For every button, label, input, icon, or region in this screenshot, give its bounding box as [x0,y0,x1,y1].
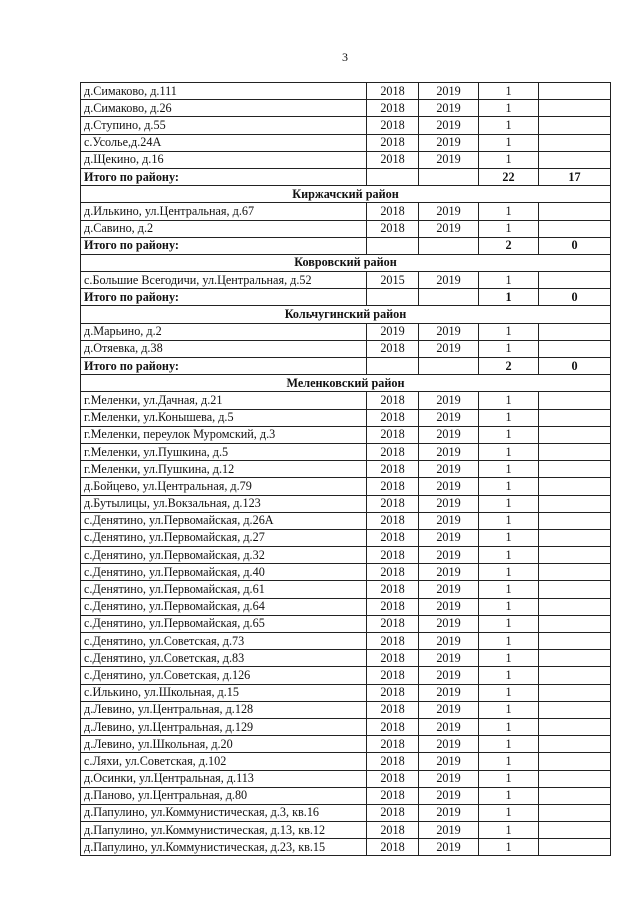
year-start-cell: 2018 [367,340,419,357]
address-cell: д.Папулино, ул.Коммунистическая, д.13, кв.12 [81,822,367,839]
year-start-cell: 2018 [367,547,419,564]
count-cell: 1 [479,117,539,134]
count-cell: 1 [479,100,539,117]
year-start-cell: 2018 [367,598,419,615]
total-count: 1 [479,289,539,306]
total-extra: 17 [539,168,611,185]
extra-cell [539,272,611,289]
table-row [81,598,611,615]
table-row [81,151,611,168]
extra-cell [539,839,611,856]
total-count: 22 [479,168,539,185]
district-total-row [81,289,611,306]
total-extra: 0 [539,289,611,306]
table-row [81,564,611,581]
extra-cell [539,547,611,564]
table-row [81,478,611,495]
address-cell: с.Денятино, ул.Советская, д.126 [81,667,367,684]
extra-cell [539,134,611,151]
year-start-cell: 2018 [367,83,419,100]
table-row [81,426,611,443]
extra-cell [539,701,611,718]
count-cell: 1 [479,426,539,443]
count-cell: 1 [479,581,539,598]
empty-cell [367,358,419,375]
count-cell: 1 [479,736,539,753]
total-extra: 0 [539,358,611,375]
extra-cell [539,83,611,100]
address-cell: д.Щекино, д.16 [81,151,367,168]
year-end-cell: 2019 [419,443,479,460]
year-end-cell: 2019 [419,323,479,340]
year-end-cell: 2019 [419,839,479,856]
count-cell: 1 [479,839,539,856]
year-start-cell: 2018 [367,701,419,718]
year-end-cell: 2019 [419,804,479,821]
empty-cell [419,358,479,375]
extra-cell [539,529,611,546]
table-row [81,822,611,839]
total-label: Итого по району: [81,237,367,254]
extra-cell [539,220,611,237]
year-end-cell: 2019 [419,272,479,289]
table-row [81,323,611,340]
year-end-cell: 2019 [419,392,479,409]
empty-cell [367,168,419,185]
extra-cell [539,426,611,443]
address-cell: г.Меленки, ул.Пушкина, д.12 [81,461,367,478]
extra-cell [539,822,611,839]
count-cell: 1 [479,392,539,409]
year-start-cell: 2018 [367,426,419,443]
address-cell: г.Меленки, переулок Муромский, д.3 [81,426,367,443]
empty-cell [419,237,479,254]
address-cell: г.Меленки, ул.Пушкина, д.5 [81,443,367,460]
total-label: Итого по району: [81,289,367,306]
address-cell: д.Симаково, д.26 [81,100,367,117]
count-cell: 1 [479,203,539,220]
count-cell: 1 [479,804,539,821]
extra-cell [539,392,611,409]
empty-cell [367,289,419,306]
table-row [81,203,611,220]
count-cell: 1 [479,822,539,839]
year-end-cell: 2019 [419,100,479,117]
extra-cell [539,787,611,804]
district-header-row [81,375,611,392]
count-cell: 1 [479,495,539,512]
year-end-cell: 2019 [419,409,479,426]
address-cell: с.Денятино, ул.Первомайская, д.61 [81,581,367,598]
year-start-cell: 2018 [367,804,419,821]
year-start-cell: 2018 [367,409,419,426]
address-cell: с.Денятино, ул.Первомайская, д.40 [81,564,367,581]
year-end-cell: 2019 [419,615,479,632]
year-end-cell: 2019 [419,478,479,495]
year-start-cell: 2018 [367,736,419,753]
year-end-cell: 2019 [419,736,479,753]
year-end-cell: 2019 [419,753,479,770]
count-cell: 1 [479,564,539,581]
count-cell: 1 [479,340,539,357]
address-cell: с.Большие Всегодичи, ул.Центральная, д.52 [81,272,367,289]
table-row [81,650,611,667]
district-header-row [81,254,611,271]
year-end-cell: 2019 [419,684,479,701]
address-cell: д.Бутылицы, ул.Вокзальная, д.123 [81,495,367,512]
extra-cell [539,581,611,598]
address-cell: д.Илькино, ул.Центральная, д.67 [81,203,367,220]
page-number: 3 [342,50,348,64]
year-end-cell: 2019 [419,151,479,168]
count-cell: 1 [479,461,539,478]
address-cell: с.Денятино, ул.Советская, д.83 [81,650,367,667]
district-name: Кольчугинский район [81,306,611,323]
year-start-cell: 2018 [367,220,419,237]
empty-cell [367,237,419,254]
year-end-cell: 2019 [419,718,479,735]
address-cell: д.Отяевка, д.38 [81,340,367,357]
year-start-cell: 2018 [367,461,419,478]
table-row [81,340,611,357]
year-start-cell: 2018 [367,203,419,220]
extra-cell [539,804,611,821]
year-start-cell: 2018 [367,495,419,512]
extra-cell [539,340,611,357]
count-cell: 1 [479,512,539,529]
year-start-cell: 2018 [367,667,419,684]
address-cell: с.Ляхи, ул.Советская, д.102 [81,753,367,770]
year-start-cell: 2018 [367,822,419,839]
count-cell: 1 [479,718,539,735]
address-cell: д.Левино, ул.Школьная, д.20 [81,736,367,753]
address-cell: с.Денятино, ул.Первомайская, д.32 [81,547,367,564]
year-start-cell: 2018 [367,839,419,856]
year-end-cell: 2019 [419,83,479,100]
count-cell: 1 [479,220,539,237]
year-end-cell: 2019 [419,117,479,134]
address-cell: д.Симаково, д.111 [81,83,367,100]
district-header-row [81,306,611,323]
year-end-cell: 2019 [419,547,479,564]
count-cell: 1 [479,633,539,650]
year-end-cell: 2019 [419,134,479,151]
table-row [81,736,611,753]
district-header-row [81,186,611,203]
housing-table [80,82,611,856]
year-end-cell: 2019 [419,787,479,804]
year-start-cell: 2018 [367,787,419,804]
count-cell: 1 [479,529,539,546]
total-count: 2 [479,358,539,375]
address-cell: с.Усолье,д.24А [81,134,367,151]
table-row [81,512,611,529]
count-cell: 1 [479,409,539,426]
year-start-cell: 2019 [367,323,419,340]
address-cell: д.Осинки, ул.Центральная, д.113 [81,770,367,787]
count-cell: 1 [479,134,539,151]
extra-cell [539,203,611,220]
address-cell: с.Илькино, ул.Школьная, д.15 [81,684,367,701]
district-name: Меленковский район [81,375,611,392]
count-cell: 1 [479,598,539,615]
extra-cell [539,151,611,168]
district-name: Киржачский район [81,186,611,203]
table-row [81,392,611,409]
year-end-cell: 2019 [419,340,479,357]
extra-cell [539,667,611,684]
table-row [81,684,611,701]
extra-cell [539,650,611,667]
district-total-row [81,358,611,375]
extra-cell [539,564,611,581]
table-row [81,461,611,478]
count-cell: 1 [479,478,539,495]
address-cell: д.Папулино, ул.Коммунистическая, д.3, кв.16 [81,804,367,821]
address-cell: с.Денятино, ул.Первомайская, д.27 [81,529,367,546]
count-cell: 1 [479,615,539,632]
year-start-cell: 2018 [367,117,419,134]
total-extra: 0 [539,237,611,254]
year-start-cell: 2018 [367,529,419,546]
year-end-cell: 2019 [419,512,479,529]
table-row [81,409,611,426]
address-cell: д.Папулино, ул.Коммунистическая, д.23, кв.15 [81,839,367,856]
year-end-cell: 2019 [419,650,479,667]
table-row [81,443,611,460]
year-end-cell: 2019 [419,461,479,478]
table-row [81,529,611,546]
extra-cell [539,323,611,340]
count-cell: 1 [479,650,539,667]
year-start-cell: 2018 [367,564,419,581]
year-end-cell: 2019 [419,581,479,598]
address-cell: д.Паново, ул.Центральная, д.80 [81,787,367,804]
table-row [81,495,611,512]
year-end-cell: 2019 [419,701,479,718]
address-cell: д.Савино, д.2 [81,220,367,237]
address-cell: д.Марьино, д.2 [81,323,367,340]
year-start-cell: 2018 [367,392,419,409]
year-end-cell: 2019 [419,529,479,546]
extra-cell [539,736,611,753]
year-start-cell: 2018 [367,151,419,168]
year-end-cell: 2019 [419,220,479,237]
address-cell: г.Меленки, ул.Конышева, д.5 [81,409,367,426]
table-row [81,701,611,718]
count-cell: 1 [479,83,539,100]
address-cell: с.Денятино, ул.Советская, д.73 [81,633,367,650]
extra-cell [539,718,611,735]
count-cell: 1 [479,667,539,684]
year-start-cell: 2018 [367,718,419,735]
table-row [81,272,611,289]
year-start-cell: 2018 [367,770,419,787]
extra-cell [539,684,611,701]
count-cell: 1 [479,753,539,770]
year-end-cell: 2019 [419,822,479,839]
year-start-cell: 2018 [367,650,419,667]
extra-cell [539,753,611,770]
table-row [81,100,611,117]
table-row [81,134,611,151]
address-cell: г.Меленки, ул.Дачная, д.21 [81,392,367,409]
year-start-cell: 2018 [367,581,419,598]
address-cell: д.Бойцево, ул.Центральная, д.79 [81,478,367,495]
table-row [81,83,611,100]
table-row [81,581,611,598]
total-count: 2 [479,237,539,254]
table-row [81,804,611,821]
year-start-cell: 2018 [367,443,419,460]
count-cell: 1 [479,151,539,168]
count-cell: 1 [479,323,539,340]
count-cell: 1 [479,770,539,787]
table-row [81,547,611,564]
extra-cell [539,117,611,134]
year-end-cell: 2019 [419,426,479,443]
district-name: Ковровский район [81,254,611,271]
table-row [81,615,611,632]
year-start-cell: 2018 [367,615,419,632]
year-start-cell: 2018 [367,753,419,770]
total-label: Итого по району: [81,168,367,185]
empty-cell [419,168,479,185]
table-row [81,753,611,770]
extra-cell [539,495,611,512]
count-cell: 1 [479,787,539,804]
year-start-cell: 2015 [367,272,419,289]
address-cell: д.Ступино, д.55 [81,117,367,134]
empty-cell [419,289,479,306]
table-row [81,718,611,735]
year-start-cell: 2018 [367,100,419,117]
table-row [81,839,611,856]
year-end-cell: 2019 [419,203,479,220]
count-cell: 1 [479,272,539,289]
table-row [81,667,611,684]
count-cell: 1 [479,701,539,718]
table-body [81,83,611,856]
count-cell: 1 [479,443,539,460]
address-cell: с.Денятино, ул.Первомайская, д.64 [81,598,367,615]
extra-cell [539,100,611,117]
year-end-cell: 2019 [419,564,479,581]
year-end-cell: 2019 [419,770,479,787]
extra-cell [539,461,611,478]
year-start-cell: 2018 [367,684,419,701]
extra-cell [539,409,611,426]
extra-cell [539,478,611,495]
extra-cell [539,512,611,529]
year-end-cell: 2019 [419,598,479,615]
count-cell: 1 [479,684,539,701]
extra-cell [539,615,611,632]
year-start-cell: 2018 [367,633,419,650]
district-total-row [81,168,611,185]
year-end-cell: 2019 [419,495,479,512]
address-cell: д.Левино, ул.Центральная, д.128 [81,701,367,718]
extra-cell [539,770,611,787]
year-start-cell: 2018 [367,134,419,151]
extra-cell [539,633,611,650]
table-row [81,787,611,804]
address-cell: с.Денятино, ул.Первомайская, д.26А [81,512,367,529]
table-row [81,633,611,650]
year-end-cell: 2019 [419,633,479,650]
table-row [81,220,611,237]
year-start-cell: 2018 [367,478,419,495]
table-row [81,770,611,787]
year-end-cell: 2019 [419,667,479,684]
address-cell: с.Денятино, ул.Первомайская, д.65 [81,615,367,632]
year-start-cell: 2018 [367,512,419,529]
table-row [81,117,611,134]
extra-cell [539,443,611,460]
count-cell: 1 [479,547,539,564]
total-label: Итого по району: [81,358,367,375]
extra-cell [539,598,611,615]
address-cell: д.Левино, ул.Центральная, д.129 [81,718,367,735]
district-total-row [81,237,611,254]
